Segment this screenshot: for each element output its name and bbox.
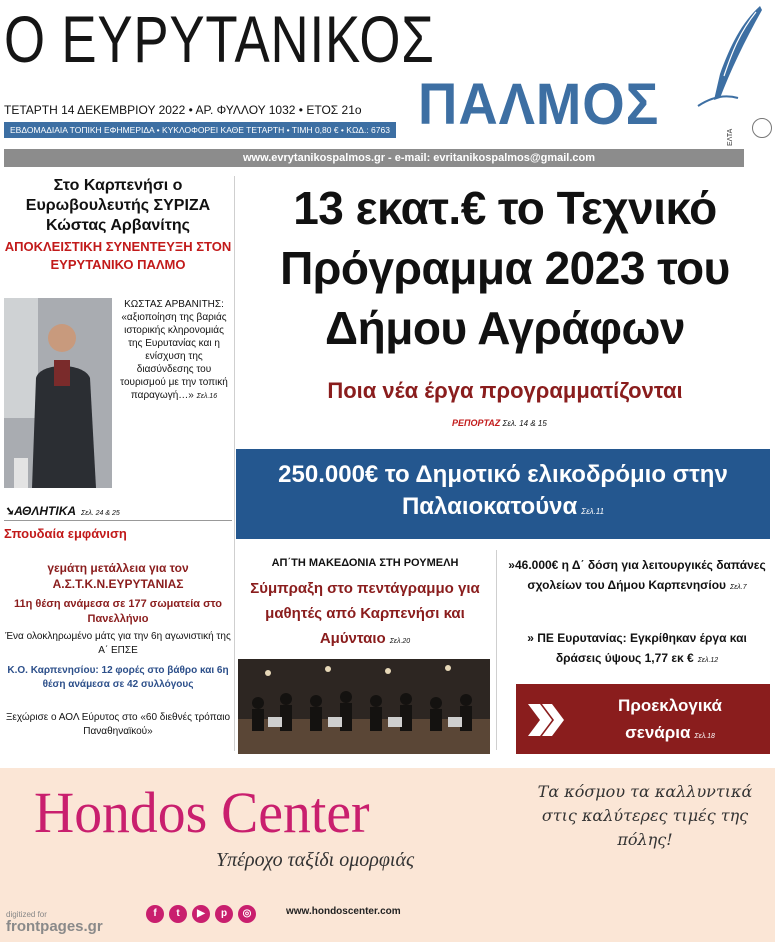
sports-headline-3[interactable]: 11η θέση ανάμεσα σε 177 σωματεία στο Πανελλήνιο — [14, 598, 222, 625]
double-chevron-icon — [526, 700, 566, 740]
sports-headline-2[interactable]: γεμάτη μετάλλεια για τον Α.Σ.Τ.Κ.Ν.ΕΥΡΥΤΑΝΙΑΣ — [47, 561, 189, 591]
pre-election-page: Σελ.18 — [694, 733, 715, 740]
digitized-label: digitized for — [6, 910, 47, 919]
sports-arrow-icon: ➘ — [4, 504, 15, 518]
main-headline[interactable]: 13 εκατ.€ το Τεχνικό Πρόγραμμα 2023 του Δήμου Αγράφων — [280, 182, 730, 354]
left-story-headline[interactable]: Στο Καρπενήσι ο Ευρωβουλευτής ΣΥΡΙΖΑ Κώστας Αρβανίτης — [25, 177, 211, 234]
left-story-page: Σελ.16 — [196, 393, 218, 400]
macedonia-headline-text: Σύμπραξη στο πεντάγραμμο για μαθητές από Καρπενήσι και Αμύνταιο — [250, 580, 480, 647]
pre-election-box[interactable] — [516, 684, 770, 754]
right-item-1-text: »46.000€ η Δ΄ δόση για λειτουργικές δαπάνες σχολείων του Δήμου Καρπενησίου — [508, 558, 766, 592]
web-contact-bar[interactable]: www.evrytanikospalmos.gr - e-mail: evritanikospalmos@gmail.com — [4, 149, 744, 167]
column-divider — [234, 176, 235, 751]
sports-item-2[interactable]: Κ.Ο. Καρπενησίου: 12 φορές στο βάθρο και 6η θέση ανάμεσα σε 42 συλλόγους — [7, 665, 229, 690]
sports-headline-1[interactable]: Σπουδαία εμφάνιση — [4, 526, 127, 541]
right-item-2[interactable] — [504, 628, 770, 671]
orchestra-photo-illustration — [238, 659, 490, 754]
info-bar: ΕΒΔΟΜΑΔΙΑΙΑ ΤΟΠΙΚΗ ΕΦΗΜΕΡΙΔΑ • ΚΥΚΛΟΦΟΡΕΙ ΚΑΘΕ ΤΕΤΑΡΤΗ • ΤΙΜΗ 0,80 € • ΚΩΔ.: 6763 — [4, 122, 396, 138]
left-story-exclusive: ΑΠΟΚΛΕΙΣΤΙΚΗ ΣΥΝΕΝΤΕΥΞΗ ΣΤΟΝ ΕΥΡΥΤΑΝΙΚΟ ΠΑΛΜΟ — [4, 239, 232, 272]
issue-line: ΤΕΤΑΡΤΗ 14 ΔΕΚΕΜΒΡΙΟΥ 2022 • ΑΡ. ΦΥΛΛΟΥ 1032 • ΕΤΟΣ 21ο — [4, 103, 362, 117]
pre-election-text: Προεκλογικά σενάρια — [618, 696, 722, 742]
macedonia-page: Σελ.20 — [389, 638, 411, 645]
column-divider-2 — [496, 550, 497, 750]
postal-seal-icon — [752, 118, 772, 138]
twitter-icon[interactable]: t — [169, 905, 187, 923]
left-story-photo — [4, 298, 112, 488]
right-item-1[interactable] — [504, 555, 770, 598]
main-report-ref — [452, 418, 547, 428]
left-story-quote — [116, 298, 232, 403]
elta-label: ΕΛΤΑ — [727, 128, 734, 146]
heliport-page: Σελ.11 — [581, 507, 605, 516]
masthead-title-palmos: ΠΑΛΜΟΣ — [418, 72, 660, 137]
facebook-icon[interactable]: f — [146, 905, 164, 923]
report-label: ΡΕΠΟΡΤΑΖ — [452, 418, 501, 428]
sports-tag-page: Σελ. 24 & 25 — [81, 510, 120, 517]
right-item-2-text: » ΠΕ Ευρυτανίας: Εγκρίθηκαν έργα και δράσεις ύψους 1,77 εκ € — [527, 631, 747, 665]
right-item-2-page: Σελ.12 — [697, 657, 719, 664]
macedonia-headline[interactable] — [240, 576, 490, 654]
advert-brand: Hondos Center — [34, 780, 370, 845]
sports-tag-label: ΑΘΛΗΤΙΚΑ — [14, 504, 77, 518]
advert-tagline: Υπέροχο ταξίδι ομορφιάς — [216, 849, 415, 871]
heliport-box[interactable] — [236, 449, 770, 539]
advert-handwriting: Τα κόσμου τα καλλυντικά στις καλύτερες τιμές της πόλης! — [537, 782, 753, 849]
youtube-icon[interactable]: ▶ — [192, 905, 210, 923]
quill-pen-icon — [690, 2, 764, 114]
orchestra-photo — [238, 659, 490, 754]
sports-rule — [4, 520, 232, 521]
right-item-1-page: Σελ.7 — [730, 584, 747, 591]
sports-item-1[interactable]: Ένα ολοκληρωμένο μάτς για την 6η αγωνιστική της Α΄ ΕΠΣΕ — [5, 631, 231, 656]
left-story-quote-text: ΚΩΣΤΑΣ ΑΡΒΑΝΙΤΗΣ: «αξιοποίηση της βαριάς ιστορικής κληρονομιάς της Ευρυτανίας και η ενίσχυση της διασύνδεσης του τουρισμού με την τοπική παραγωγή…» — [120, 299, 228, 401]
masthead-title: Ο ΕΥΡΥΤΑΝΙΚΟΣ — [4, 2, 435, 76]
report-page: Σελ. 14 & 15 — [502, 419, 547, 428]
frontpages-label[interactable]: frontpages.gr — [6, 918, 103, 935]
sports-tag[interactable] — [4, 504, 120, 518]
advert-social-icons — [146, 903, 261, 925]
speaker-photo-illustration — [4, 298, 112, 488]
macedonia-tag: ΑΠ΄ΤΗ ΜΑΚΕΔΟΝΙΑ ΣΤΗ ΡΟΥΜΕΛΗ — [271, 557, 459, 569]
pinterest-icon[interactable]: p — [215, 905, 233, 923]
heliport-text: 250.000€ το Δημοτικό ελικοδρόμιο στην Παλαιοκατούνα — [278, 461, 728, 520]
main-subheadline: Ποια νέα έργα προγραμματίζονται — [327, 378, 683, 403]
instagram-icon[interactable]: ◎ — [238, 905, 256, 923]
advert-url[interactable]: www.hondoscenter.com — [286, 906, 401, 917]
sports-item-3[interactable]: Ξεχώρισε ο ΑΟΛ Εύρυτος στο «60 διεθνές τρόπαιο Παναθηναϊκού» — [5, 712, 231, 737]
